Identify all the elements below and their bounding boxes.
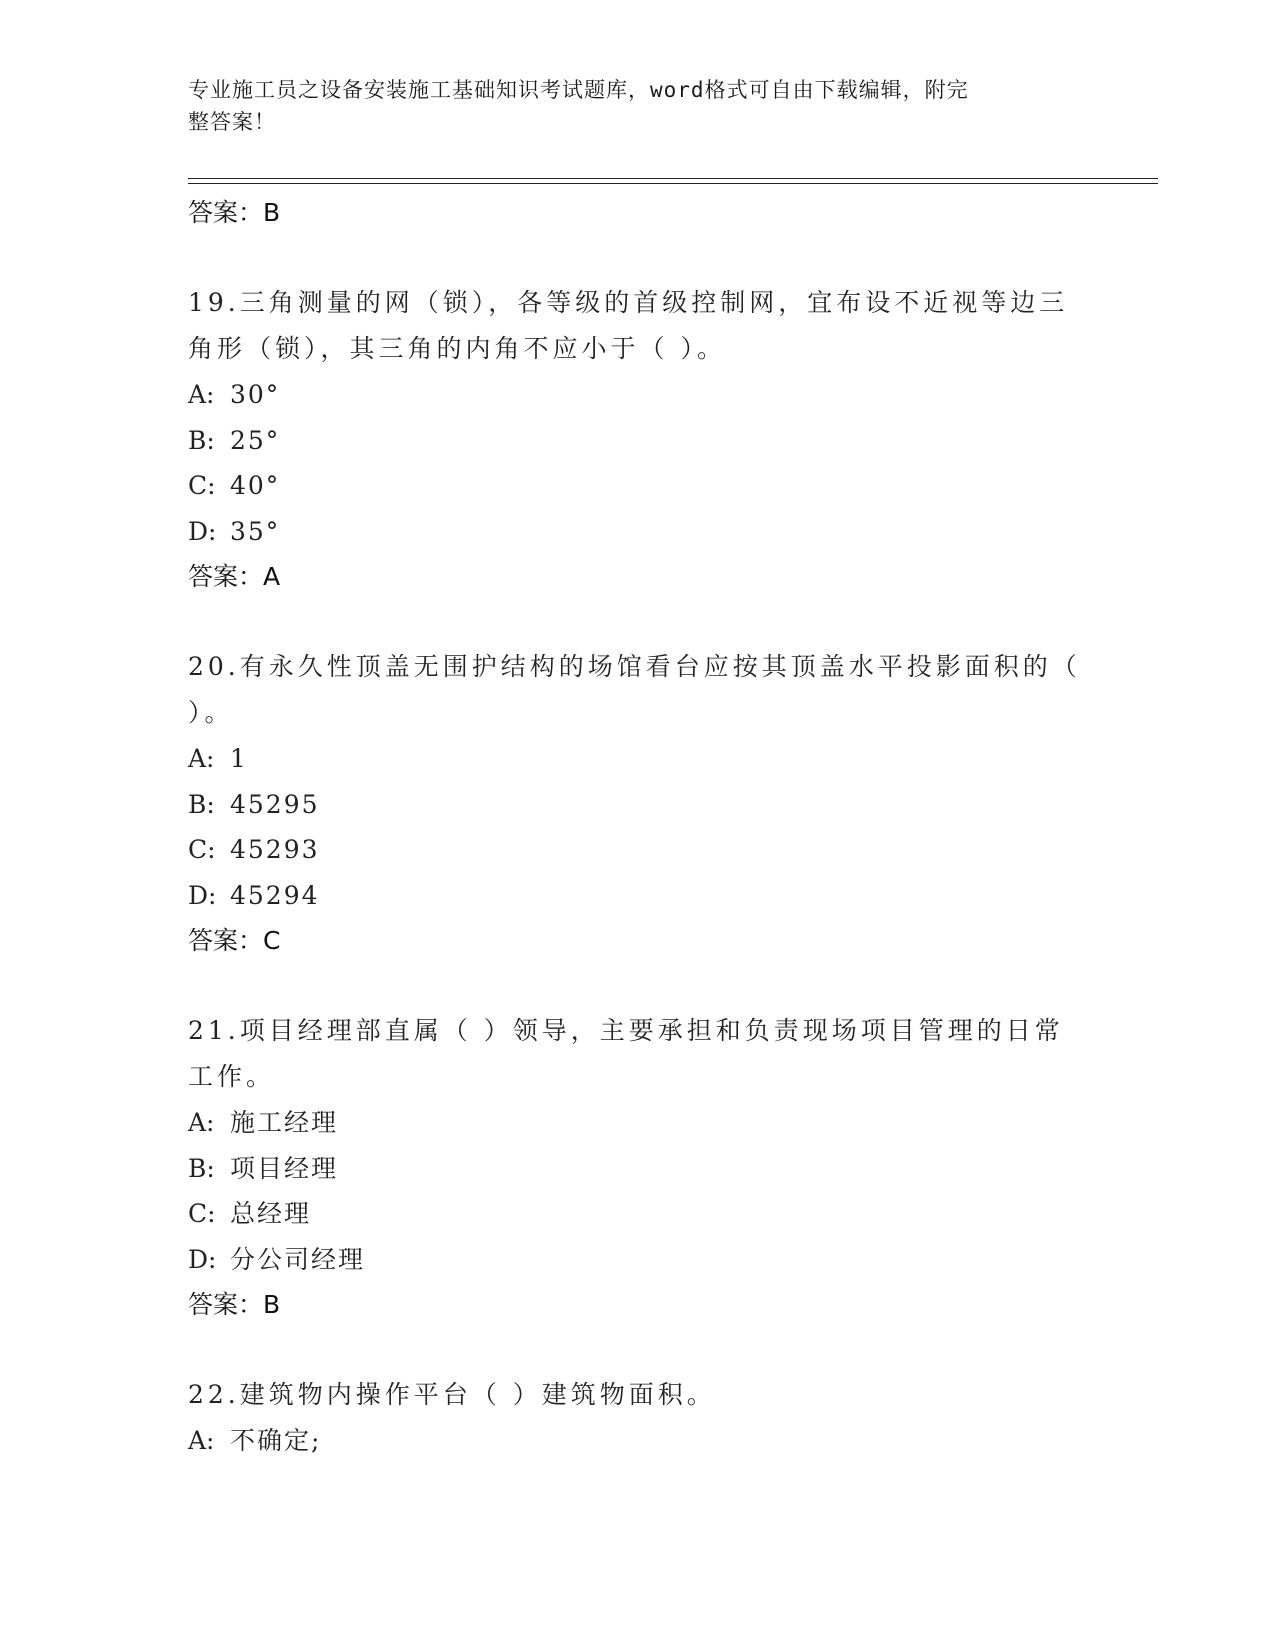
- option-b: B: 25°: [188, 425, 281, 455]
- option-b: B: 项目经理: [188, 1153, 339, 1183]
- option-a: A: 不确定;: [188, 1426, 322, 1455]
- option-a: A: 30°: [188, 380, 281, 409]
- question-stem-line: 21.项目经理部直属（ ）领导，主要承担和负责现场项目管理的日常: [188, 1016, 1064, 1045]
- option-c: C: 40°: [188, 471, 281, 500]
- question-stem-line: 20.有永久性顶盖无围护结构的场馆看台应按其顶盖水平投影面积的（: [188, 652, 1081, 681]
- question-21: [188, 1008, 1088, 1328]
- question-20: [188, 644, 1088, 964]
- header-line-1: 专业施工员之设备安装施工基础知识考试题库，word格式可自由下载编辑，附完: [188, 78, 969, 102]
- option-a: A: 施工经理: [188, 1108, 339, 1137]
- previous-answer: 答案：B: [188, 198, 281, 227]
- answer-line: 答案：B: [188, 1290, 281, 1319]
- answer-line: 答案：A: [188, 562, 281, 591]
- question-stem-line: 工作。: [188, 1062, 276, 1091]
- question-22: [188, 1372, 1088, 1464]
- header-divider-bottom: [188, 183, 1158, 184]
- option-b: B: 45295: [188, 789, 320, 819]
- question-stem: [188, 1008, 1088, 1100]
- question-stem-line: 22.建筑物内操作平台（ ）建筑物面积。: [188, 1380, 716, 1409]
- option-d: D: 分公司经理: [188, 1244, 366, 1274]
- question-stem-line: ）。: [188, 698, 234, 727]
- question-stem: [188, 644, 1088, 736]
- option-d: D: 35°: [188, 516, 281, 546]
- option-c: C: 45293: [188, 835, 320, 864]
- header-line-2: 整答案！: [188, 110, 276, 134]
- question-list: [188, 190, 1088, 1464]
- answer-line: 答案：C: [188, 926, 281, 955]
- document-header: [188, 74, 1068, 138]
- option-a: A: 1: [188, 744, 248, 773]
- question-19: [188, 280, 1088, 600]
- question-stem: [188, 280, 1088, 372]
- question-stem-line: 19.三角测量的网（锁），各等级的首级控制网，宜布设不近视等边三: [188, 288, 1069, 317]
- question-stem-line: 角形（锁），其三角的内角不应小于（ ）。: [188, 334, 726, 363]
- option-c: C: 总经理: [188, 1199, 312, 1228]
- option-d: D: 45294: [188, 880, 320, 910]
- question-stem: [188, 1372, 1088, 1418]
- header-divider-top: [188, 178, 1158, 179]
